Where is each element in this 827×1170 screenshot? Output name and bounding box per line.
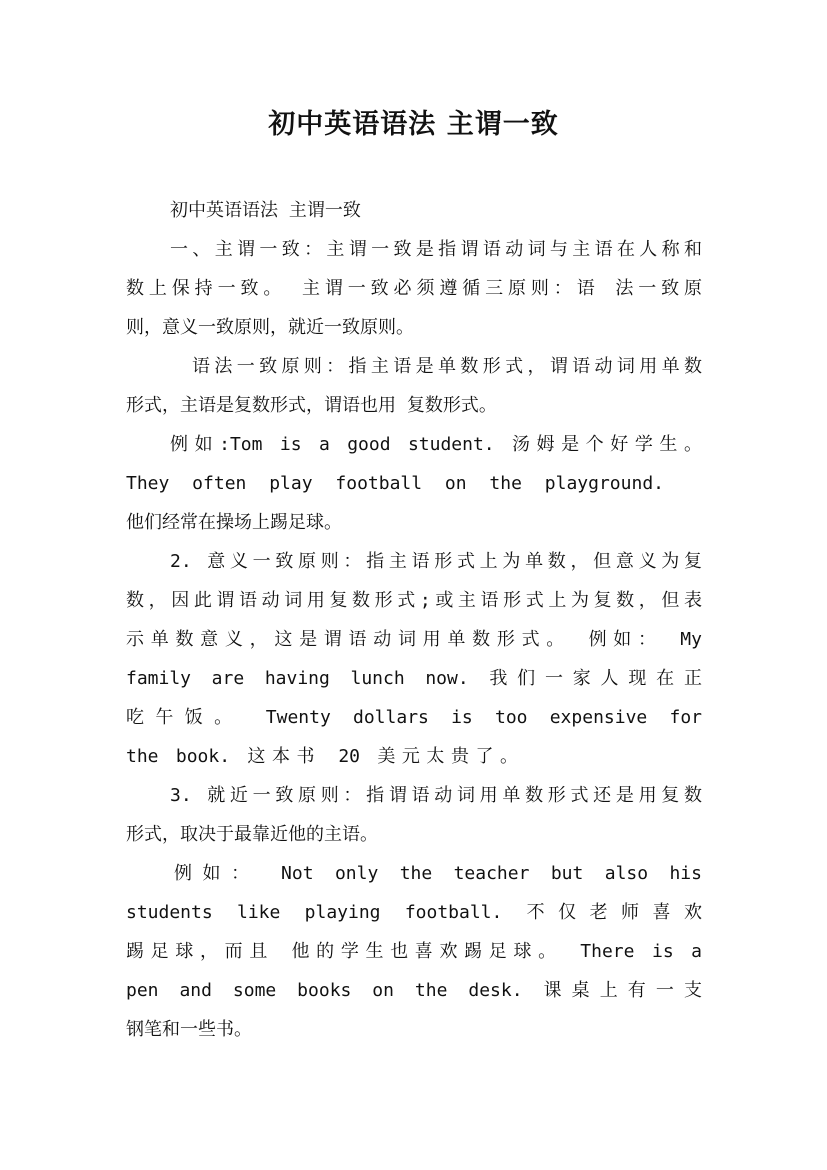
example-line: 钢笔和一些书。: [126, 1019, 252, 1040]
example-line: students like playing football. 不仅老师喜欢: [126, 902, 702, 923]
example-line: 例如:Tom is a good student. 汤姆是个好学生。: [170, 434, 702, 455]
example-line: 他们经常在操场上踢足球。: [126, 512, 342, 533]
paragraph-line: 一、主谓一致：主谓一致是指谓语动词与主语在人称和: [170, 239, 702, 260]
example-line: 踢足球，而且 他的学生也喜欢踢足球。 There is a: [126, 941, 702, 962]
paragraph-line: 示单数意义，这是谓语动词用单数形式。 例如： My: [126, 629, 702, 650]
paragraph-line: 形式，主语是复数形式，谓语也用 复数形式。: [126, 395, 497, 416]
example-line: the book. 这本书 20 美元太贵了。: [126, 746, 518, 767]
example-line: 例如： Not only the teacher but also his: [174, 863, 702, 884]
paragraph-line: 形式，取决于最靠近他的主语。: [126, 824, 378, 845]
example-line: 吃午饭。 Twenty dollars is too expensive for: [126, 707, 702, 728]
paragraph-line: 数上保持一致。 主谓一致必须遵循三原则：语 法一致原: [126, 278, 702, 299]
document-title: 初中英语语法 主谓一致: [268, 109, 559, 140]
example-line: pen and some books on the desk. 课桌上有一支: [126, 980, 702, 1001]
paragraph-line: 2. 意义一致原则：指主语形式上为单数，但意义为复: [170, 551, 702, 572]
paragraph-line: 则，意义一致原则，就近一致原则。: [126, 317, 414, 338]
example-line: family are having lunch now. 我们一家人现在正: [126, 668, 702, 689]
paragraph-line: 语法一致原则：指主语是单数形式，谓语动词用单数: [192, 356, 702, 377]
paragraph-line: 数，因此谓语动词用复数形式;或主语形式上为复数，但表: [126, 590, 702, 611]
paragraph-line: 3. 就近一致原则：指谓语动词用单数形式还是用复数: [170, 785, 702, 806]
example-line: They often play football on the playground.: [126, 473, 664, 494]
subtitle-line: 初中英语语法 主谓一致: [170, 200, 361, 221]
